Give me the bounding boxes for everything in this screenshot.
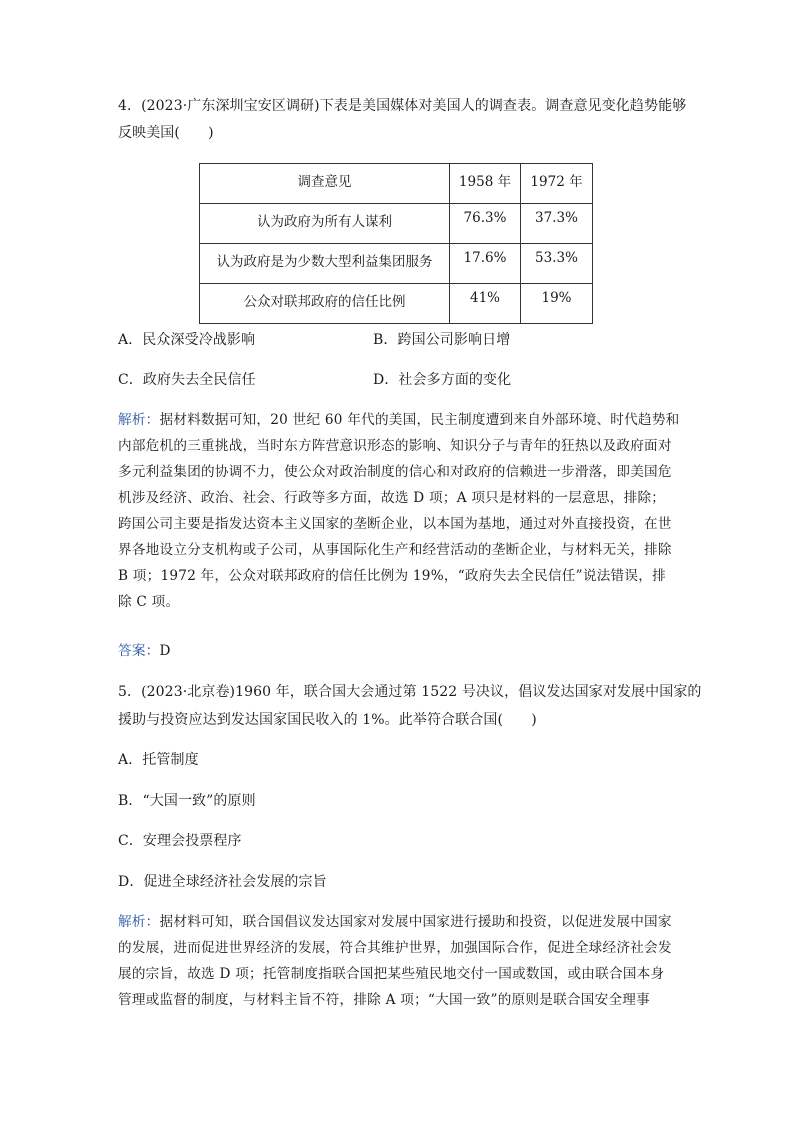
table-header-cell: 调查意见	[200, 164, 450, 204]
q4-analysis-line: 除 C 项。	[118, 594, 180, 610]
q4-option-d[interactable]: D．社会多方面的变化	[373, 372, 512, 388]
q4-option-a[interactable]: A．民众深受冷战影响	[118, 332, 256, 348]
table-row	[200, 284, 593, 324]
q4-analysis-line: 解析：据材料数据可知，20 世纪 60 年代的美国，民主制度遭到来自外部环境、时代趋势和	[118, 412, 680, 428]
table-row	[200, 204, 593, 244]
q4-answer	[118, 642, 171, 660]
table-cell: 公众对联邦政府的信任比例	[200, 284, 450, 324]
q4-analysis-line: 跨国公司主要是指发达资本主义国家的垄断企业，以本国为基地，通过对外直接投资，在世	[118, 516, 672, 532]
q4-option-c[interactable]: C．政府失去全民信任	[118, 372, 256, 388]
q4-answer-label: 答案：	[118, 643, 160, 659]
q5-analysis-line: 解析：据材料可知，联合国倡议发达国家对发展中国家进行援助和投资，以促进发展中国家	[118, 914, 672, 930]
q5-option-c[interactable]: C．安理会投票程序	[118, 833, 242, 849]
q4-analysis-line: B 项；1972 年，公众对联邦政府的信任比例为 19%，“政府失去全民信任”说法错误，排	[118, 568, 666, 584]
q4-options-row2	[118, 371, 678, 389]
table-cell: 17.6%	[450, 244, 521, 284]
table-cell: 53.3%	[521, 244, 593, 284]
table-cell: 41%	[450, 284, 521, 324]
q4-stem-line1: 4．(2023·广东深圳宝安区调研)下表是美国媒体对美国人的调查表。调查意见变化趋势能够	[118, 98, 687, 114]
q5-analysis-label: 解析：	[118, 914, 160, 930]
q5-stem-line1: 5．(2023·北京卷)1960 年，联合国大会通过第 1522 号决议，倡议发达国家对发展中国家的	[118, 684, 702, 700]
table-header-row	[200, 164, 593, 204]
q5-option-a[interactable]: A．托管制度	[118, 752, 199, 768]
table-row	[200, 244, 593, 284]
q5-analysis-line: 展的宗旨，故选 D 项；托管制度指联合国把某些殖民地交付一国或数国，或由联合国本身	[118, 966, 665, 982]
table-cell: 认为政府是为少数大型利益集团服务	[200, 244, 450, 284]
q4-analysis-line: 机涉及经济、政治、社会、行政等多方面，故选 D 项；A 项只是材料的一层意思，排除；	[118, 490, 666, 506]
q4-options-row1	[118, 331, 678, 349]
survey-table	[199, 163, 593, 324]
q5-analysis-line: 的发展，进而促进世界经济的发展，符合其维护世界，加强国际合作，促进全球经济社会发	[118, 940, 672, 956]
table-header-cell: 1972 年	[521, 164, 593, 204]
q4-analysis-line: 内部危机的三重挑战，当时东方阵营意识形态的影响、知识分子与青年的狂热以及政府面对	[118, 438, 672, 454]
table-header-cell: 1958 年	[450, 164, 521, 204]
table-cell: 37.3%	[521, 204, 593, 244]
q5-option-b[interactable]: B．“大国一致”的原则	[118, 793, 256, 809]
q4-analysis-line: 界各地设立分支机构或子公司，从事国际化生产和经营活动的垄断企业，与材料无关，排除	[118, 542, 672, 558]
q4-analysis-line: 多元利益集团的协调不力，使公众对政治制度的信心和对政府的信赖进一步滑落，即美国危	[118, 464, 672, 480]
table-cell: 76.3%	[450, 204, 521, 244]
q5-stem-line2: 援助与投资应达到发达国家国民收入的 1%。此举符合联合国( )	[118, 712, 537, 728]
q4-option-b[interactable]: B．跨国公司影响日增	[373, 332, 511, 348]
q4-analysis-label: 解析：	[118, 412, 160, 428]
q5-analysis-line: 管理或监督的制度，与材料主旨不符，排除 A 项；“大国一致”的原则是联合国安全理事	[118, 992, 650, 1008]
table-cell: 认为政府为所有人谋利	[200, 204, 450, 244]
q4-answer-value: D	[159, 643, 171, 659]
table-cell: 19%	[521, 284, 593, 324]
q5-option-d[interactable]: D．促进全球经济社会发展的宗旨	[118, 874, 327, 890]
q4-stem-line2: 反映美国( )	[118, 125, 214, 141]
